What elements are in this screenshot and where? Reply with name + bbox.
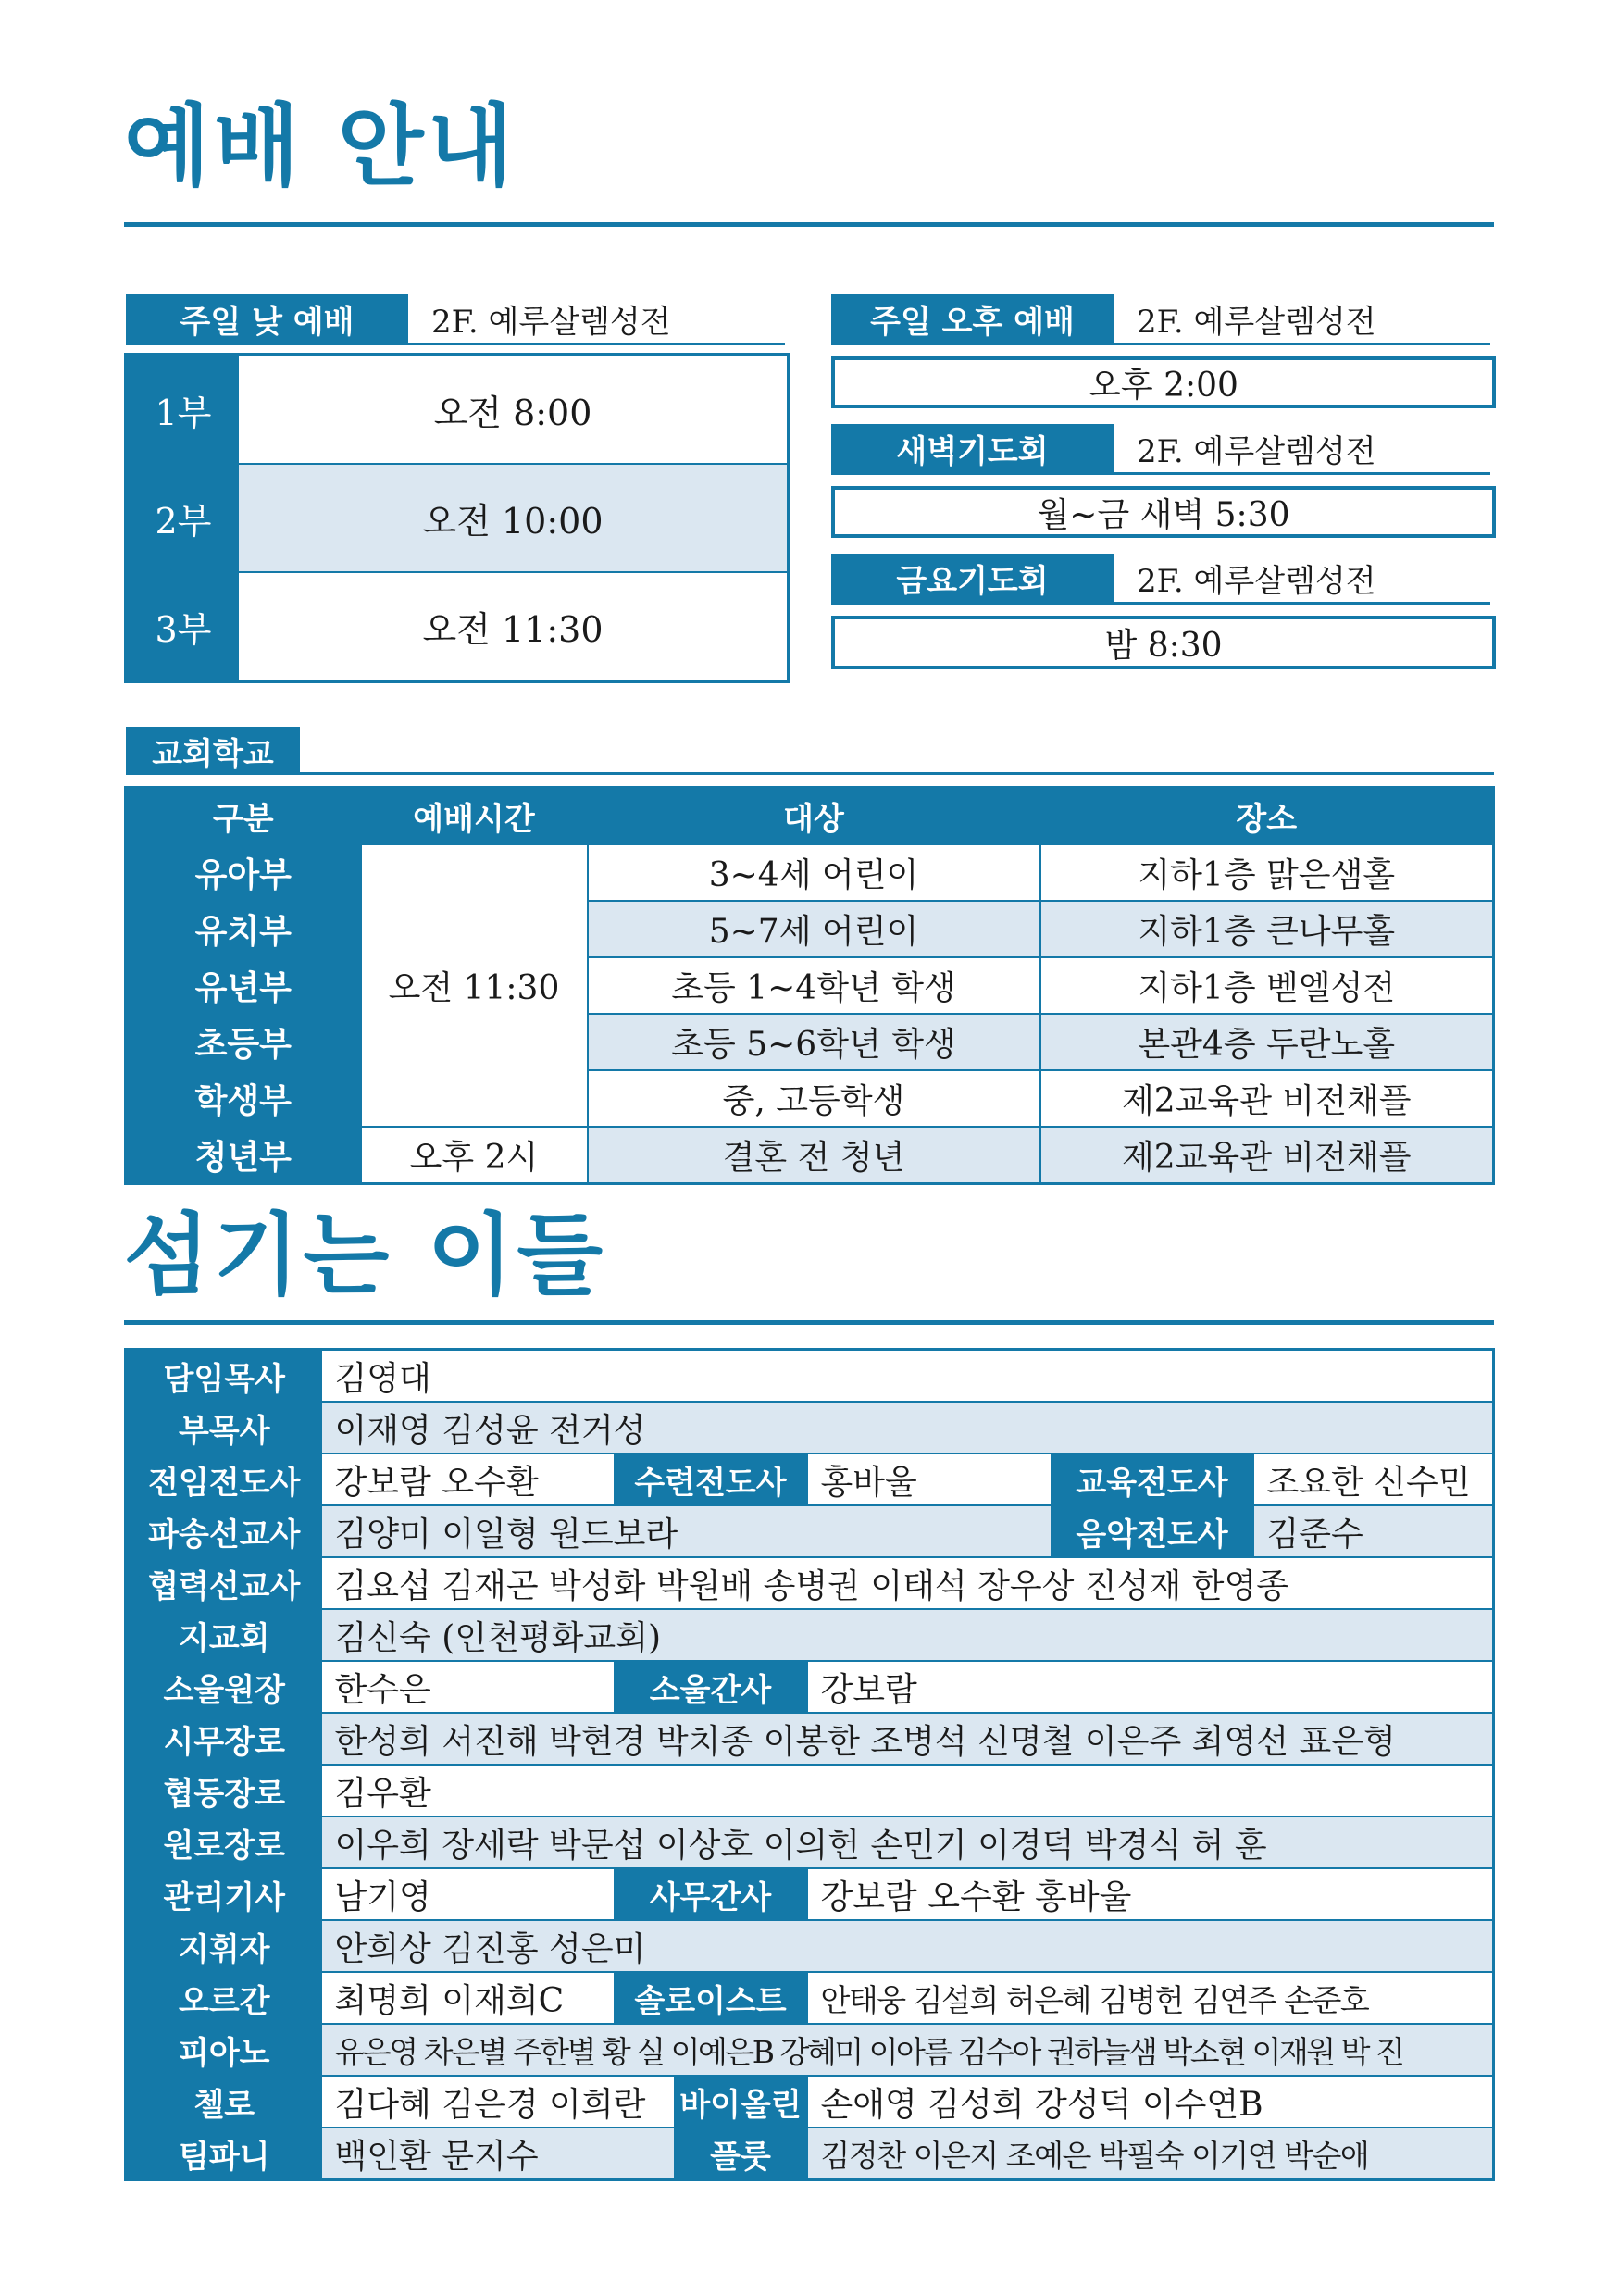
staff-row [126,1609,1494,1661]
role-label: 음악전도사 [1051,1505,1254,1557]
role-members: 백인환 문지수 [322,2128,674,2180]
column-header: 예배시간 [361,788,588,845]
column-header: 장소 [1040,788,1494,845]
role-members: 김준수 [1254,1505,1494,1557]
table-row [126,957,1494,1014]
place: 지하1층 벧엘성전 [1040,957,1494,1014]
place: 제2교육관 비전채플 [1040,1070,1494,1127]
role-label: 소울원장 [126,1661,322,1713]
service-time: 오전 11:30 [239,572,789,681]
role-members: 강보람 오수환 홍바울 [808,1868,1494,1920]
role-members: 안태웅 김설희 허은혜 김병헌 김연주 손준호 [808,1972,1494,2024]
dawn-prayer-time: 월~금 새벽 5:30 [831,486,1496,538]
staff-row [126,1505,1494,1557]
service-label: 1부 [126,355,239,464]
role-members: 한수은 [322,1661,614,1713]
friday-prayer-header: 금요기도회 [831,554,1114,602]
staff-row [126,1920,1494,1972]
friday-prayer-location: 2F. 예루살렘성전 [1137,562,1376,600]
staff-row [126,1868,1494,1920]
role-label: 솔로이스트 [614,1972,808,2024]
role-members: 홍바울 [808,1454,1051,1505]
service-time: 오전 8:00 [433,393,592,433]
role-members: 강보람 [808,1661,1494,1713]
sunday-day-table [124,353,790,683]
sunday-afternoon-time: 오후 2:00 [831,356,1496,408]
sunday-day-location: 2F. 예루살렘성전 [431,303,671,341]
table-row [126,844,1494,901]
servants-title: 섬기는 이들 [124,1204,607,1307]
column-header: 대상 [588,788,1040,845]
role-members: 유은영 차은별 주한별 황 실 이예은B 강혜미 이아름 김수아 권하늘샘 박소현 이재원 박 진 [322,2024,1494,2076]
role-members: 김정찬 이은지 조예은 박필숙 이기연 박순애 [808,2128,1494,2180]
role-label: 부목사 [126,1402,322,1454]
role-label: 파송선교사 [126,1505,322,1557]
worship-title-rule [124,222,1494,227]
staff-row [126,1816,1494,1868]
target: 중, 고등학생 [588,1070,1040,1127]
staff-row [126,1402,1494,1454]
role-label: 바이올린 [674,2076,808,2128]
dawn-prayer-location: 2F. 예루살렘성전 [1137,432,1376,470]
staff-row [126,1661,1494,1713]
role-label: 협동장로 [126,1765,322,1816]
role-members: 최명희 이재희C [322,1972,614,2024]
role-label: 협력선교사 [126,1557,322,1609]
service-row [126,355,789,464]
time: 오후 2시 [361,1127,588,1184]
staff-table [124,1348,1495,2181]
table-row [126,1070,1494,1127]
service-label: 3부 [126,572,239,681]
role-members: 강보람 오수환 [322,1454,614,1505]
role-label: 원로장로 [126,1816,322,1868]
table-row [126,901,1494,957]
sunday-afternoon-underline [831,343,1490,345]
column-header: 구분 [126,788,361,845]
staff-row [126,2076,1494,2128]
sunday-day-underline [126,343,785,345]
dept-name: 초등부 [126,1014,361,1070]
friday-prayer-time: 밤 8:30 [831,616,1496,669]
role-label: 오르간 [126,1972,322,2024]
staff-row [126,1765,1494,1816]
school-header: 교회학교 [126,727,300,775]
table-row [126,1014,1494,1070]
shared-time: 오전 11:30 [361,844,588,1127]
role-label: 사무간사 [614,1868,808,1920]
role-label: 시무장로 [126,1713,322,1765]
role-members: 손애영 김성희 강성덕 이수연B [808,2076,1494,2128]
role-label: 수련전도사 [614,1454,808,1505]
role-label: 지교회 [126,1609,322,1661]
role-label: 피아노 [126,2024,322,2076]
staff-row [126,1350,1494,1403]
service-time: 오전 10:00 [239,464,789,572]
friday-prayer-underline [831,602,1490,605]
role-label: 첼로 [126,2076,322,2128]
role-label: 플룻 [674,2128,808,2180]
place: 본관4층 두란노홀 [1040,1014,1494,1070]
target: 초등 1~4학년 학생 [588,957,1040,1014]
role-members: 김우환 [322,1765,1494,1816]
role-members: 남기영 [322,1868,614,1920]
role-label: 팀파니 [126,2128,322,2180]
dept-name: 학생부 [126,1070,361,1127]
place: 지하1층 맑은샘홀 [1040,844,1494,901]
role-label: 소울간사 [614,1661,808,1713]
place: 지하1층 큰나무홀 [1040,901,1494,957]
dept-name: 유년부 [126,957,361,1014]
role-members: 김영대 [334,1359,431,1398]
role-label: 지휘자 [126,1920,322,1972]
dept-name: 유치부 [126,901,361,957]
role-members: 한성희 서진해 박현경 박치종 이봉한 조병석 신명철 이은주 최영선 표은형 [322,1713,1494,1765]
role-members: 김신숙 (인천평화교회) [322,1609,1494,1661]
service-label: 2부 [126,464,239,572]
dept-name: 유아부 [126,844,361,901]
target: 3~4세 어린이 [588,844,1040,901]
worship-title: 예배 안내 [124,94,517,198]
staff-row [126,1972,1494,2024]
staff-row [126,2024,1494,2076]
role-label: 담임목사 [126,1350,322,1403]
service-row [126,464,789,572]
target: 5~7세 어린이 [588,901,1040,957]
staff-row [126,2128,1494,2180]
sunday-afternoon-header: 주일 오후 예배 [831,294,1114,343]
servants-title-rule [124,1320,1494,1325]
role-label: 교육전도사 [1051,1454,1254,1505]
role-members: 이재영 김성윤 전거성 [322,1402,1494,1454]
role-members: 김다혜 김은경 이희란 [322,2076,674,2128]
table-header-row [126,788,1494,845]
place: 제2교육관 비전채플 [1040,1127,1494,1184]
school-table [124,786,1495,1185]
dawn-prayer-header: 새벽기도회 [831,424,1114,472]
table-row [126,1127,1494,1184]
staff-row [126,1454,1494,1505]
staff-row [126,1557,1494,1609]
sunday-day-header: 주일 낮 예배 [126,294,408,343]
role-members: 안희상 김진홍 성은미 [322,1920,1494,1972]
school-underline [126,772,1494,775]
role-label: 전임전도사 [126,1454,322,1505]
dept-name: 청년부 [126,1127,361,1184]
role-label: 관리기사 [126,1868,322,1920]
sunday-afternoon-location: 2F. 예루살렘성전 [1137,303,1376,341]
staff-row [126,1713,1494,1765]
dawn-prayer-underline [831,472,1490,475]
role-members: 조요한 신수민 [1254,1454,1494,1505]
target: 결혼 전 청년 [588,1127,1040,1184]
role-members: 이우희 장세락 박문섭 이상호 이의헌 손민기 이경덕 박경식 허 훈 [322,1816,1494,1868]
service-row [126,572,789,681]
role-members: 김요섭 김재곤 박성화 박원배 송병권 이태석 장우상 진성재 한영종 [322,1557,1494,1609]
target: 초등 5~6학년 학생 [588,1014,1040,1070]
role-members: 김양미 이일형 원드보라 [322,1505,1051,1557]
